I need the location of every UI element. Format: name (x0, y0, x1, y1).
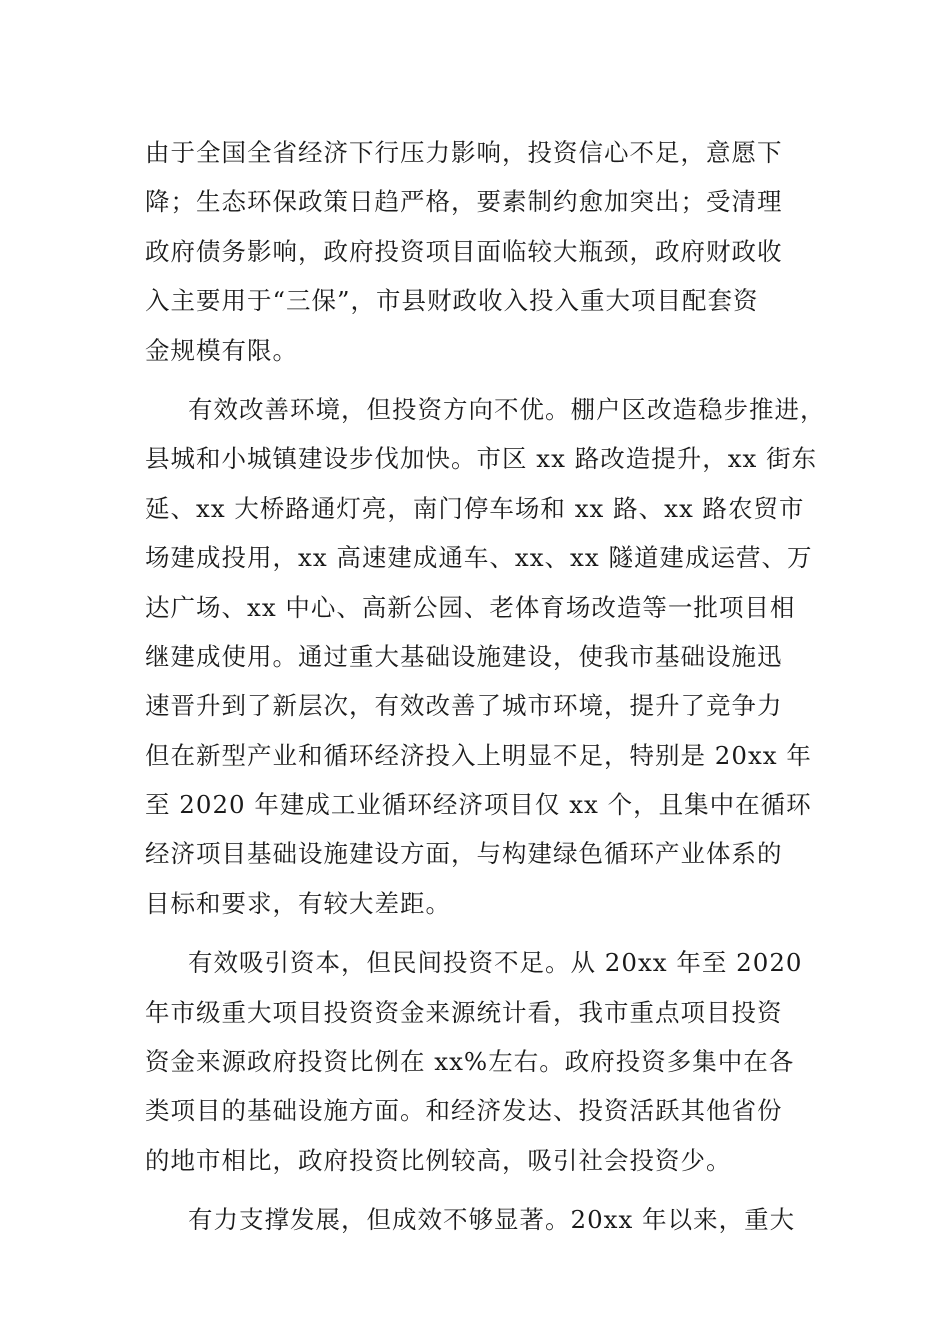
text-line: 但在新型产业和循环经济投入上明显不足，特别是 20xx 年 (145, 740, 812, 770)
text-line: 政府债务影响，政府投资项目面临较大瓶颈，政府财政收 (145, 236, 783, 266)
text-line: 达广场、xx 中心、高新公园、老体育场改造等一批项目相 (145, 592, 796, 622)
paragraph-gap (145, 1185, 815, 1195)
paragraph (145, 128, 815, 375)
paragraph (145, 1195, 815, 1244)
text-line: 经济项目基础设施建设方面，与构建绿色循环产业体系的 (145, 839, 783, 869)
text-line: 金规模有限。 (145, 335, 298, 365)
text-line: 速晋升到了新层次，有效改善了城市环境，提升了竞争力 (145, 691, 783, 721)
text-line: 的地市相比，政府投资比例较高，吸引社会投资少。 (145, 1145, 732, 1175)
text-line: 延、xx 大桥路通灯亮，南门停车场和 xx 路、xx 路农贸市 (145, 493, 805, 523)
text-line: 有力支撑发展，但成效不够显著。20xx 年以来，重大 (188, 1205, 796, 1235)
text-line: 降；生态环保政策日趋严格，要素制约愈加突出；受清理 (145, 187, 783, 217)
text-line: 资金来源政府投资比例在 xx%左右。政府投资多集中在各 (145, 1047, 795, 1077)
text-line: 至 2020 年建成工业循环经济项目仅 xx 个，且集中在循环 (145, 790, 812, 820)
paragraph-gap (145, 375, 815, 385)
text-line: 由于全国全省经济下行压力影响，投资信心不足，意愿下 (145, 138, 783, 167)
paragraph-gap (145, 928, 815, 938)
text-line: 年市级重大项目投资资金来源统计看，我市重点项目投资 (145, 997, 783, 1027)
text-line: 目标和要求，有较大差距。 (145, 888, 451, 918)
document-body (145, 128, 826, 1245)
text-line: 有效吸引资本，但民间投资不足。从 20xx 年至 2020 (188, 948, 803, 978)
text-line: 入主要用于“三保”，市县财政收入投入重大项目配套资 (145, 286, 759, 316)
text-line: 场建成投用，xx 高速建成通车、xx、xx 隧道建成运营、万 (145, 543, 813, 573)
text-line: 类项目的基础设施方面。和经济发达、投资活跃其他省份 (145, 1096, 783, 1126)
text-line: 有效改善环境，但投资方向不优。棚户区改造稳步推进， (188, 394, 826, 424)
text-line: 县城和小城镇建设步伐加快。市区 xx 路改造提升，xx 街东 (145, 444, 818, 474)
text-line: 继建成使用。通过重大基础设施建设，使我市基础设施迅 (145, 641, 783, 671)
paragraph (145, 938, 815, 1185)
paragraph (145, 385, 826, 928)
